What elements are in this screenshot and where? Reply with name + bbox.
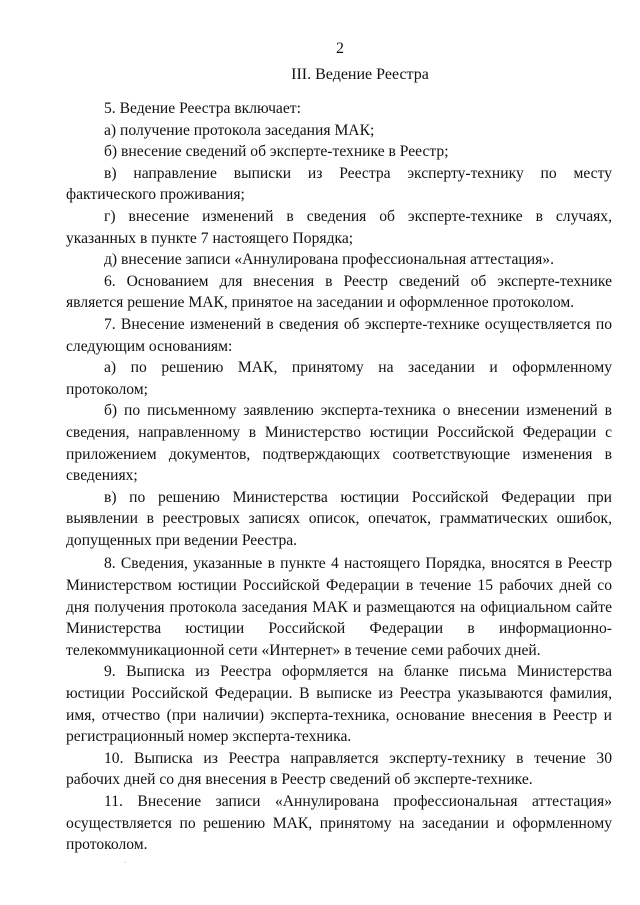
paragraph-5g: г) внесение изменений в сведения об эксперте-технике в случаях, указанных в пункте 7 настоящего Порядка; (66, 207, 612, 247)
document-body (66, 98, 612, 856)
paragraph-5v: в) направление выписки из Реестра эксперту-технику по месту фактического проживания; (66, 164, 612, 204)
paragraph-9: 9. Выписка из Реестра оформляется на бланке письма Министерства юстиции Российской Федерации. В выписке из Реестра указываются фамилия, имя, отчество (при наличии) эксперта-техника, основание внесения в Реестр и регистрационный номер эксперта-техника. (66, 663, 612, 746)
paragraph-6: 6. Основанием для внесения в Реестр сведений об эксперте-технике является решение МАК, принятое на заседании и оформленное протоколом. (66, 272, 612, 312)
paragraph-5d: д) внесение записи «Аннулирована профессиональная аттестация». (104, 251, 554, 269)
paragraph-8: 8. Сведения, указанные в пункте 4 настоящего Порядка, вносятся в Реестр Министерством юстиции Российской Федерации в течение 15 рабочих дней со дня получения протокола заседания МАК и размещаются на официальном сайте Министерства юстиции Российской Федерации в информационно-телекоммуникационной сети «Интернет» в течение семи рабочих дней. (66, 555, 612, 659)
paragraph-5: 5. Ведение Реестра включает: (104, 100, 301, 117)
paragraph-7a: а) по решению МАК, принятому на заседании и оформленному протоколом; (66, 359, 612, 398)
section-title: III. Ведение Реестра (291, 66, 429, 83)
paragraph-11: 11. Внесение записи «Аннулирована профессиональная аттестация» осуществляется по решению МАК, принятому на заседании и оформленному протоколом. (66, 793, 612, 854)
paragraph-7v: в) по решению Министерства юстиции Российской Федерации при выявлении в реестровых записях описок, опечаток, грамматических ошибок, допущенных при ведении Реестра. (66, 488, 612, 549)
paragraph-7: 7. Внесение изменений в сведения об эксперте-технике осуществляется по следующим основаниям: (66, 315, 612, 355)
paragraph-7b: б) по письменному заявлению эксперта-техника о внесении изменений в сведения, направленному в Министерство юстиции Российской Федерации с приложением документов, подтверждающих соответствующие изменения в сведениях; (66, 402, 612, 485)
paragraph-10: 10. Выписка из Реестра направляется эксперту-технику в течение 30 рабочих дней со дня внесения в Реестр сведений об эксперте-технике. (66, 749, 612, 789)
page-number: 2 (336, 40, 344, 57)
scan-speck: ˎ (124, 854, 127, 863)
paragraph-5a: а) получение протокола заседания МАК; (104, 121, 375, 139)
paragraph-5b: б) внесение сведений об эксперте-технике в Реестр; (104, 143, 449, 161)
